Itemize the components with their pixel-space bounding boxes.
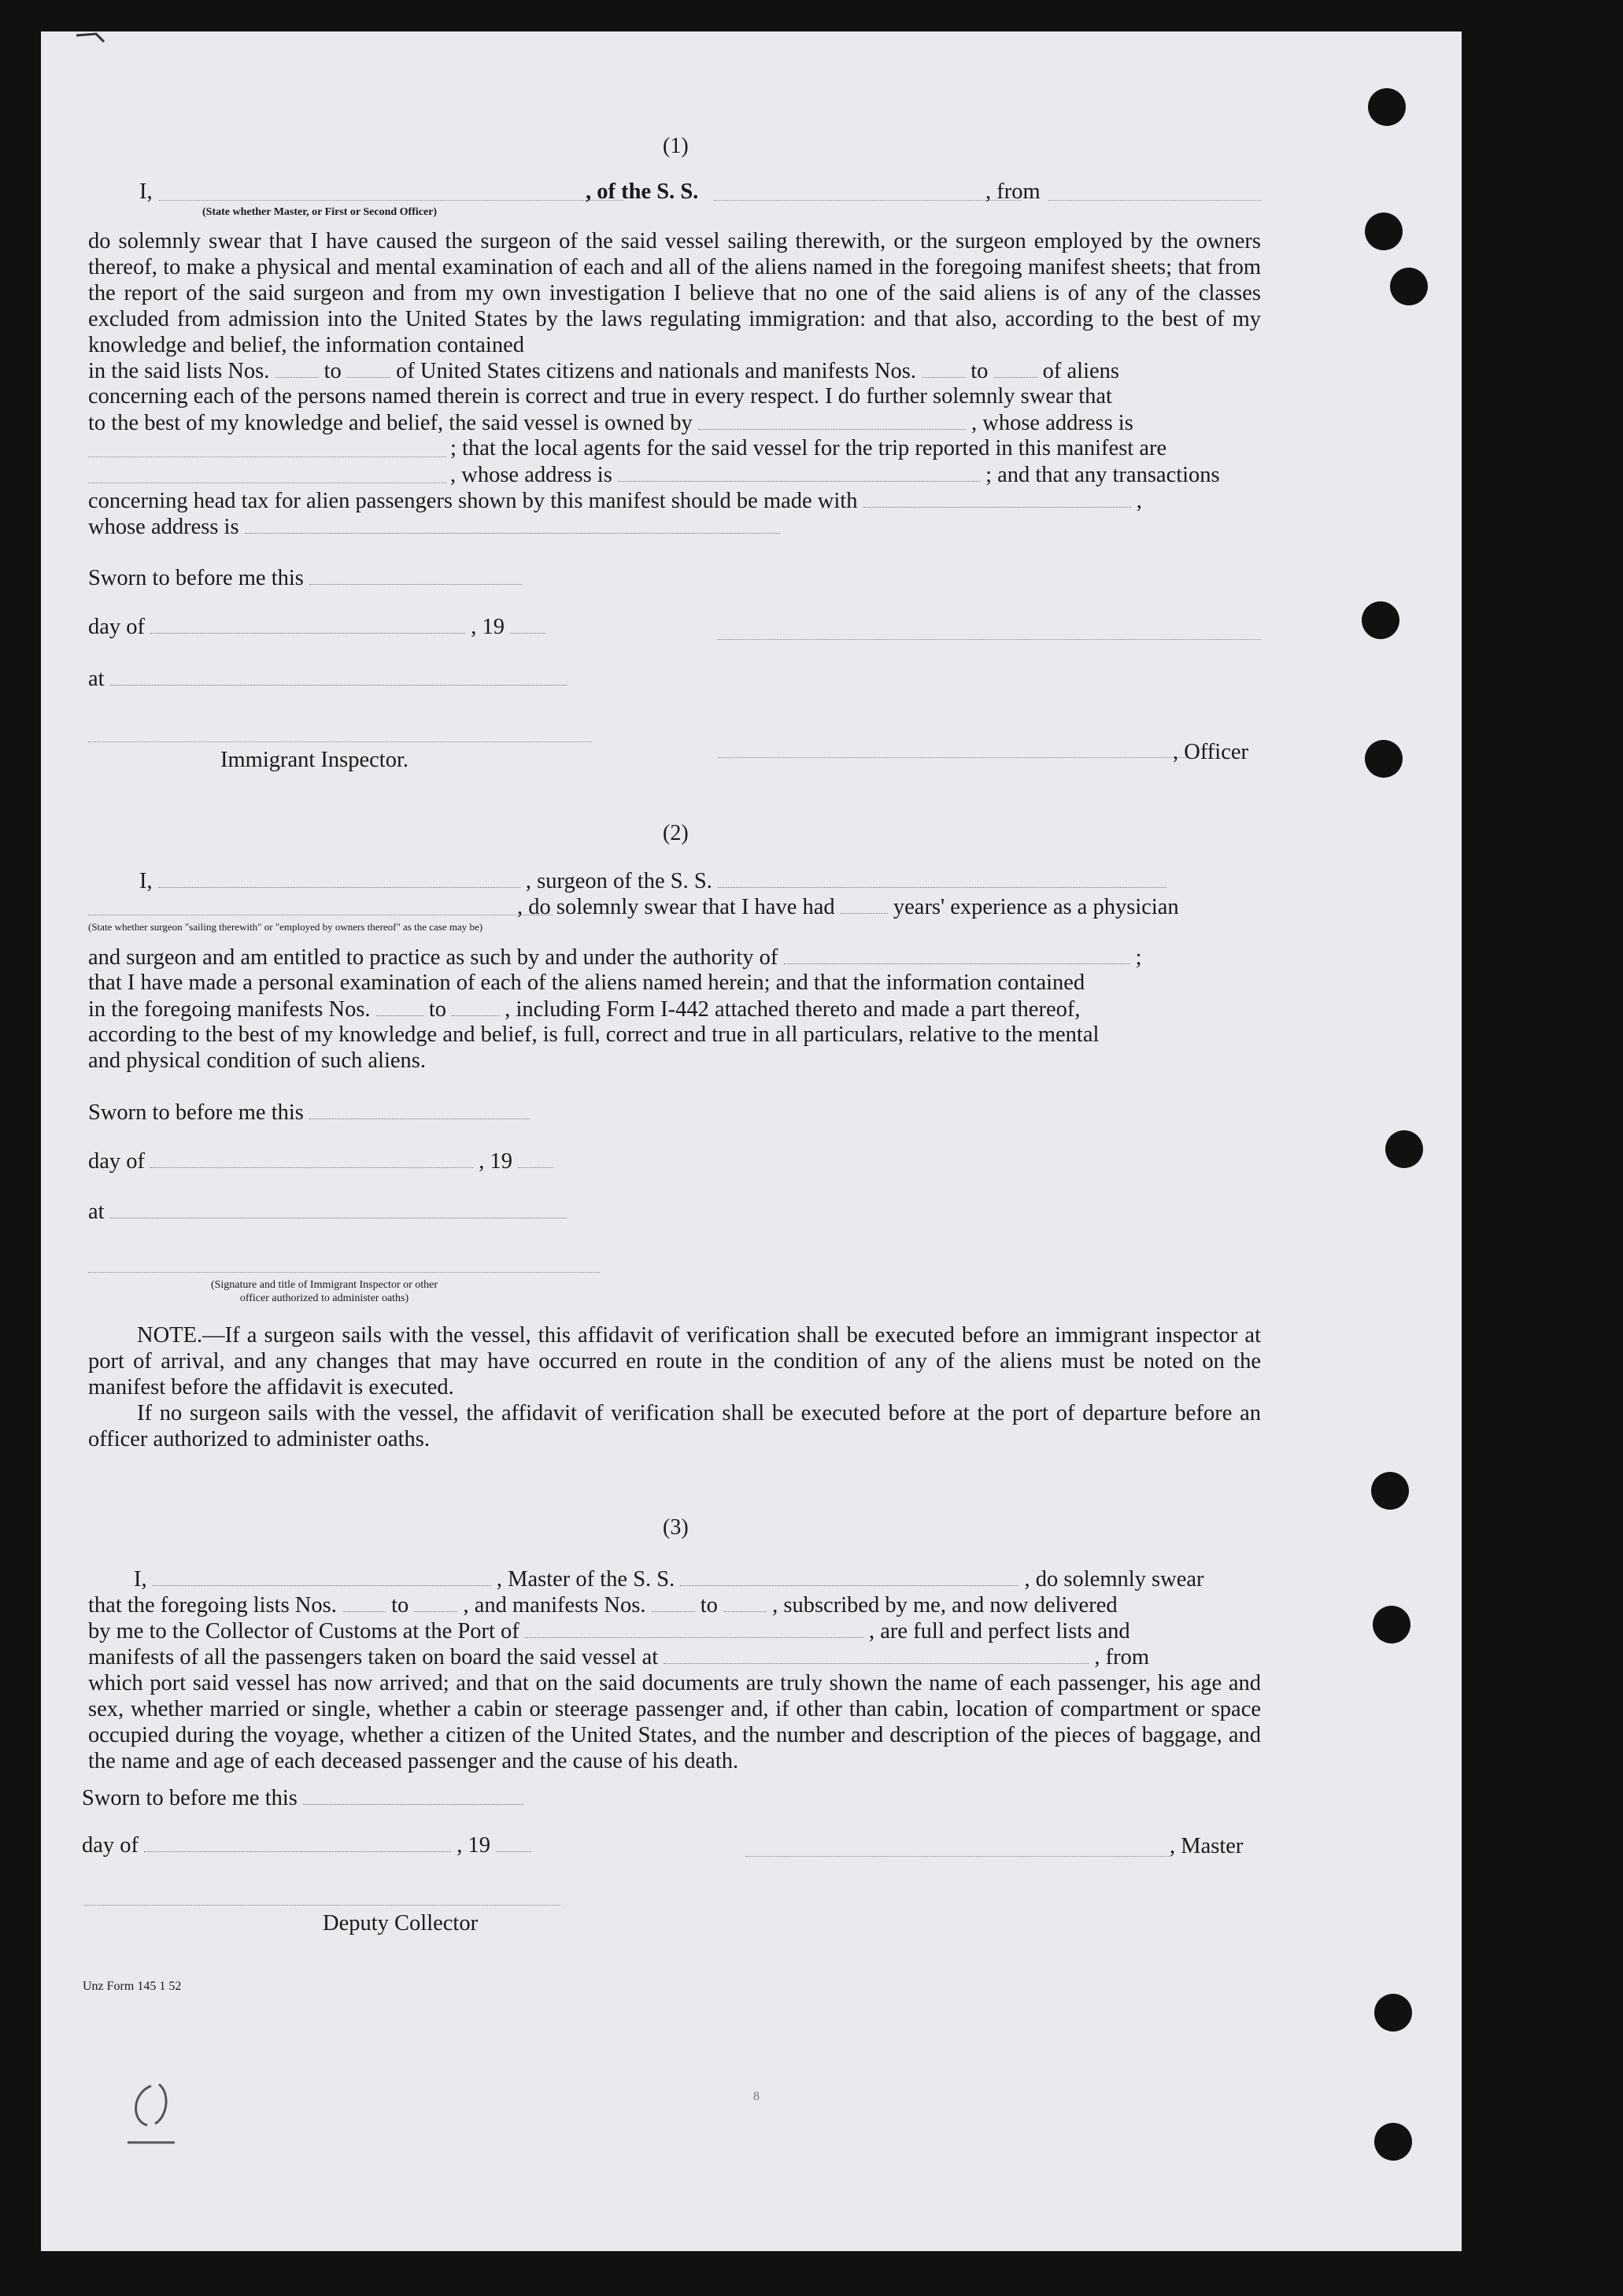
s2-at-label: at: [88, 1200, 105, 1224]
s1-line-lists: [88, 358, 1119, 384]
s1-sworn-blank[interactable]: [309, 565, 522, 585]
s3-collector-sig-blank[interactable]: [84, 1905, 560, 1906]
s3-lists-to-blank[interactable]: [414, 1592, 457, 1612]
s2-sworn-blank[interactable]: [309, 1100, 530, 1119]
s1-from: , from: [985, 179, 1041, 204]
s1-headtax-blank[interactable]: [863, 488, 1131, 508]
s3-sworn: [82, 1785, 523, 1811]
binder-hole-icon: [1373, 1606, 1410, 1643]
s2-authority-blank[interactable]: [784, 945, 1130, 964]
s1-headtax-comma: ,: [1136, 489, 1142, 513]
s2-sig-caption-line-2: officer authorized to administer oaths): [239, 1292, 409, 1304]
s1-at: [88, 666, 567, 692]
s2-at: [88, 1199, 567, 1225]
s2-signature-blank[interactable]: [88, 1272, 600, 1273]
s3-vessel-blank[interactable]: [680, 1566, 1019, 1586]
s2-authority-semicolon: ;: [1135, 945, 1142, 970]
s1-vessel-blank[interactable]: [714, 200, 1021, 201]
s1-sworn-label: Sworn to before me this: [88, 566, 304, 590]
s1-owned-by: to the best of my knowledge and belief, the said vessel is owned by: [88, 411, 693, 435]
binder-hole-icon: [1390, 268, 1428, 305]
s2-line-manifests: [88, 996, 1080, 1022]
s1-manifests-to-blank[interactable]: [994, 358, 1037, 378]
s1-line-owner: [88, 410, 1133, 436]
s2-day-blank[interactable]: [150, 1148, 473, 1168]
s3-port-label: by me to the Collector of Customs at the Port of: [88, 1619, 519, 1643]
s2-swear-label: , do solemnly swear that I have had: [517, 895, 835, 919]
s2-paragraph-5: and physical condition of such aliens.: [88, 1048, 426, 1073]
s2-sworn-label: Sworn to before me this: [88, 1100, 304, 1125]
pencil-mark-icon: [120, 2078, 183, 2149]
s2-i-label: I,: [139, 869, 153, 893]
page-mark: 8: [753, 2090, 760, 2103]
s3-port-blank[interactable]: [525, 1618, 863, 1638]
s2-paragraph-4: according to the best of my knowledge and belief, is full, correct and true in all particulars, relative to the mental: [88, 1022, 1100, 1047]
s3-line-port: [88, 1618, 1130, 1644]
binder-hole-icon: [1368, 88, 1406, 126]
s2-signature-caption: [135, 1278, 513, 1305]
s2-experience-label: years' experience as a physician: [893, 895, 1179, 919]
s3-boarded-label: manifests of all the passengers taken on board the said vessel at: [88, 1645, 659, 1669]
s1-officer-sig-blank-1[interactable]: [718, 639, 1261, 640]
s1-officer-label: , Officer: [1173, 740, 1249, 764]
s1-agents-address-label: , whose address is: [450, 463, 612, 487]
s1-manifests-to: to: [970, 359, 989, 383]
binder-hole-icon: [1371, 1472, 1409, 1510]
s2-authority-label: and surgeon and am entitled to practice as such by and under the authority of: [88, 945, 778, 970]
s2-manifests-to-blank[interactable]: [452, 996, 499, 1016]
s1-whose-address-label: whose address is: [88, 515, 239, 539]
s1-agents-address-blank[interactable]: [618, 462, 980, 482]
s1-caption: (State whether Master, or First or Second Officer): [202, 206, 438, 218]
s3-perfect-lists-label: , are full and perfect lists and: [869, 1619, 1130, 1643]
s1-manifests-from-blank[interactable]: [922, 358, 965, 378]
document-page: [41, 31, 1462, 2251]
note-paragraph-1: NOTE.—If a surgeon sails with the vessel, this affidavit of verification shall be executed before an immigrant inspector at port of arrival, and any changes that may have occurred en route in the condition of any of the aliens must be noted on the manifest before the affidavit is executed.: [88, 1323, 1261, 1399]
s2-day-of-label: day of: [88, 1149, 146, 1174]
s3-subscribed-label: , subscribed by me, and now delivered: [772, 1593, 1118, 1618]
s1-line-agents-address: [450, 462, 1220, 488]
s3-master-sig-blank[interactable]: [745, 1856, 1170, 1857]
s3-paragraph-5: which port said vessel has now arrived; and that on the said documents are truly shown the name of each passenger, his age and sex, whether married or single, whether a cabin or steerage passenger and, if other than cabin, location of compartment or space occupied during the voyage, whether a citizen of the United States, and the number and description of the pieces of baggage, and the name and age of each deceased passenger and the cause of his death.: [88, 1671, 1261, 1773]
s1-paragraph-5: ; that the local agents for the said vessel for the trip reported in this manifest are: [450, 436, 1167, 460]
s1-agents-blank[interactable]: [88, 482, 446, 483]
s1-headtax-label: concerning head tax for alien passengers shown by this manifest should be made with: [88, 489, 858, 513]
form-number: Unz Form 145 1 52: [83, 1980, 182, 1993]
s3-manifests-to: to: [700, 1593, 718, 1618]
s2-year-blank[interactable]: [518, 1148, 553, 1168]
s3-collector-label: Deputy Collector: [323, 1911, 479, 1936]
binder-hole-icon: [1385, 1130, 1423, 1168]
s3-lists-from-blank[interactable]: [342, 1592, 386, 1612]
s3-i-label: I,: [134, 1567, 147, 1592]
s1-of-aliens: of aliens: [1042, 359, 1119, 383]
s3-manifests-label: , and manifests Nos.: [463, 1593, 646, 1618]
s1-from-blank[interactable]: [1048, 200, 1261, 201]
s1-officer-sig-blank[interactable]: [718, 757, 1190, 758]
s3-year-blank[interactable]: [496, 1832, 531, 1852]
s1-day-of: [88, 614, 545, 640]
s3-line-lists: [88, 1592, 1118, 1618]
s1-inspector-sig-blank[interactable]: [88, 741, 592, 742]
s1-day-of-label: day of: [88, 615, 146, 639]
s2-line-1: [139, 868, 1166, 894]
s2-day-of: [88, 1148, 553, 1174]
binder-hole-icon: [1365, 213, 1403, 250]
s1-year-label: , 19: [471, 615, 505, 639]
s1-officer-name-blank[interactable]: [159, 200, 623, 201]
section-1-number: (1): [663, 134, 689, 158]
s2-line-authority: [88, 945, 1142, 971]
s2-paragraph-2: that I have made a personal examination of each of the aliens named herein; and that the information contained: [88, 971, 1085, 995]
note-paragraph-2: If no surgeon sails with the vessel, the affidavit of verification shall be executed before at the port of departure before an officer authorized to administer oaths.: [88, 1401, 1261, 1451]
s1-paragraph-3: concerning each of the persons named therein is correct and true in every respect. I do further solemnly swear that: [88, 384, 1112, 409]
s3-swear-label: , do solemnly swear: [1024, 1567, 1204, 1592]
binder-hole-icon: [1374, 2123, 1412, 2161]
s3-line-1: [134, 1566, 1204, 1592]
s3-day-blank[interactable]: [144, 1832, 451, 1852]
pen-stroke-icon: [72, 31, 120, 51]
s3-lists-to: to: [391, 1593, 409, 1618]
s1-line-headtax: [88, 488, 1142, 514]
s1-transactions-label: ; and that any transactions: [985, 463, 1220, 487]
binder-hole-icon: [1374, 1994, 1412, 2032]
s2-year-label: , 19: [479, 1149, 513, 1174]
s1-owner-blank[interactable]: [698, 410, 966, 430]
binder-hole-icon: [1362, 601, 1399, 639]
s1-inspector-label: Immigrant Inspector.: [220, 748, 409, 772]
s3-line-boarded: [88, 1644, 1149, 1670]
s2-manifests-from-blank[interactable]: [376, 996, 423, 1016]
s2-form-label: , including Form I-442 attached thereto and made a part thereof,: [505, 997, 1081, 1022]
s3-master-name-blank[interactable]: [153, 1566, 491, 1586]
s1-lists-to: to: [323, 359, 342, 383]
s1-line-headtax-address: [88, 514, 780, 540]
s2-vessel-blank[interactable]: [718, 868, 1166, 888]
s1-lists-to-blank[interactable]: [347, 358, 390, 378]
s2-caption: (State whether surgeon "sailing therewith" or "employed by owners thereof" as the case may be): [88, 921, 483, 933]
s2-surgeon-name-blank[interactable]: [158, 868, 520, 888]
section-3-number: (3): [663, 1515, 689, 1540]
s2-manifests-label: in the foregoing manifests Nos.: [88, 997, 371, 1022]
s1-i-label: I,: [139, 179, 153, 204]
s3-year-label: , 19: [457, 1833, 491, 1858]
s3-from-label: , from: [1094, 1645, 1150, 1669]
s2-years-blank[interactable]: [841, 894, 888, 914]
s3-master-label: , Master of the S. S.: [496, 1567, 675, 1592]
s3-day-of: [82, 1832, 531, 1858]
s1-of-ss: , of the S. S.: [586, 179, 699, 204]
s1-at-blank[interactable]: [110, 666, 567, 686]
s1-lists-from-blank[interactable]: [275, 358, 319, 378]
s1-paragraph-1: do solemnly swear that I have caused the surgeon of the said vessel sailing therewith, or the surgeon employed by the owners thereof, to make a physical and mental examination of each and all of the aliens named in the foregoing manifest sheets; that from the report of the said surgeon and from my own investigation I believe that no one of the said aliens is of any of the classes excluded from admission into the United States by the laws regulating immigration: and that also, according to the best of my knowledge and belief, the information contained: [88, 229, 1261, 357]
s1-day-blank[interactable]: [150, 614, 465, 634]
s3-manifests-from-blank[interactable]: [652, 1592, 695, 1612]
s3-sworn-label: Sworn to before me this: [82, 1786, 298, 1810]
section-2-number: (2): [663, 821, 689, 845]
s3-manifests-to-blank[interactable]: [723, 1592, 767, 1612]
s1-citizens-label: of United States citizens and nationals and manifests Nos.: [396, 359, 916, 383]
s2-line-2: [517, 894, 1179, 920]
s2-manifests-to: to: [428, 997, 446, 1022]
s3-master-sig-label: , Master: [1170, 1834, 1244, 1858]
s1-headtax-address-blank[interactable]: [245, 514, 780, 534]
s2-sig-caption-line-1: (Signature and title of Immigrant Inspector or other: [210, 1279, 438, 1291]
binder-hole-icon: [1365, 740, 1403, 778]
s2-at-blank[interactable]: [110, 1199, 567, 1218]
s3-lists-label: that the foregoing lists Nos.: [88, 1593, 337, 1618]
s1-owner-address-label: , whose address is: [971, 411, 1133, 435]
s1-lists-label: in the said lists Nos.: [88, 359, 270, 383]
s3-day-of-label: day of: [82, 1833, 139, 1858]
s1-sworn: [88, 565, 522, 591]
s3-boarded-blank[interactable]: [664, 1644, 1089, 1664]
s2-sworn: [88, 1100, 530, 1126]
s1-year-blank[interactable]: [510, 614, 545, 634]
s1-at-label: at: [88, 667, 105, 691]
s2-surgeon-label: , surgeon of the S. S.: [525, 869, 712, 893]
s3-sworn-blank[interactable]: [303, 1785, 523, 1805]
